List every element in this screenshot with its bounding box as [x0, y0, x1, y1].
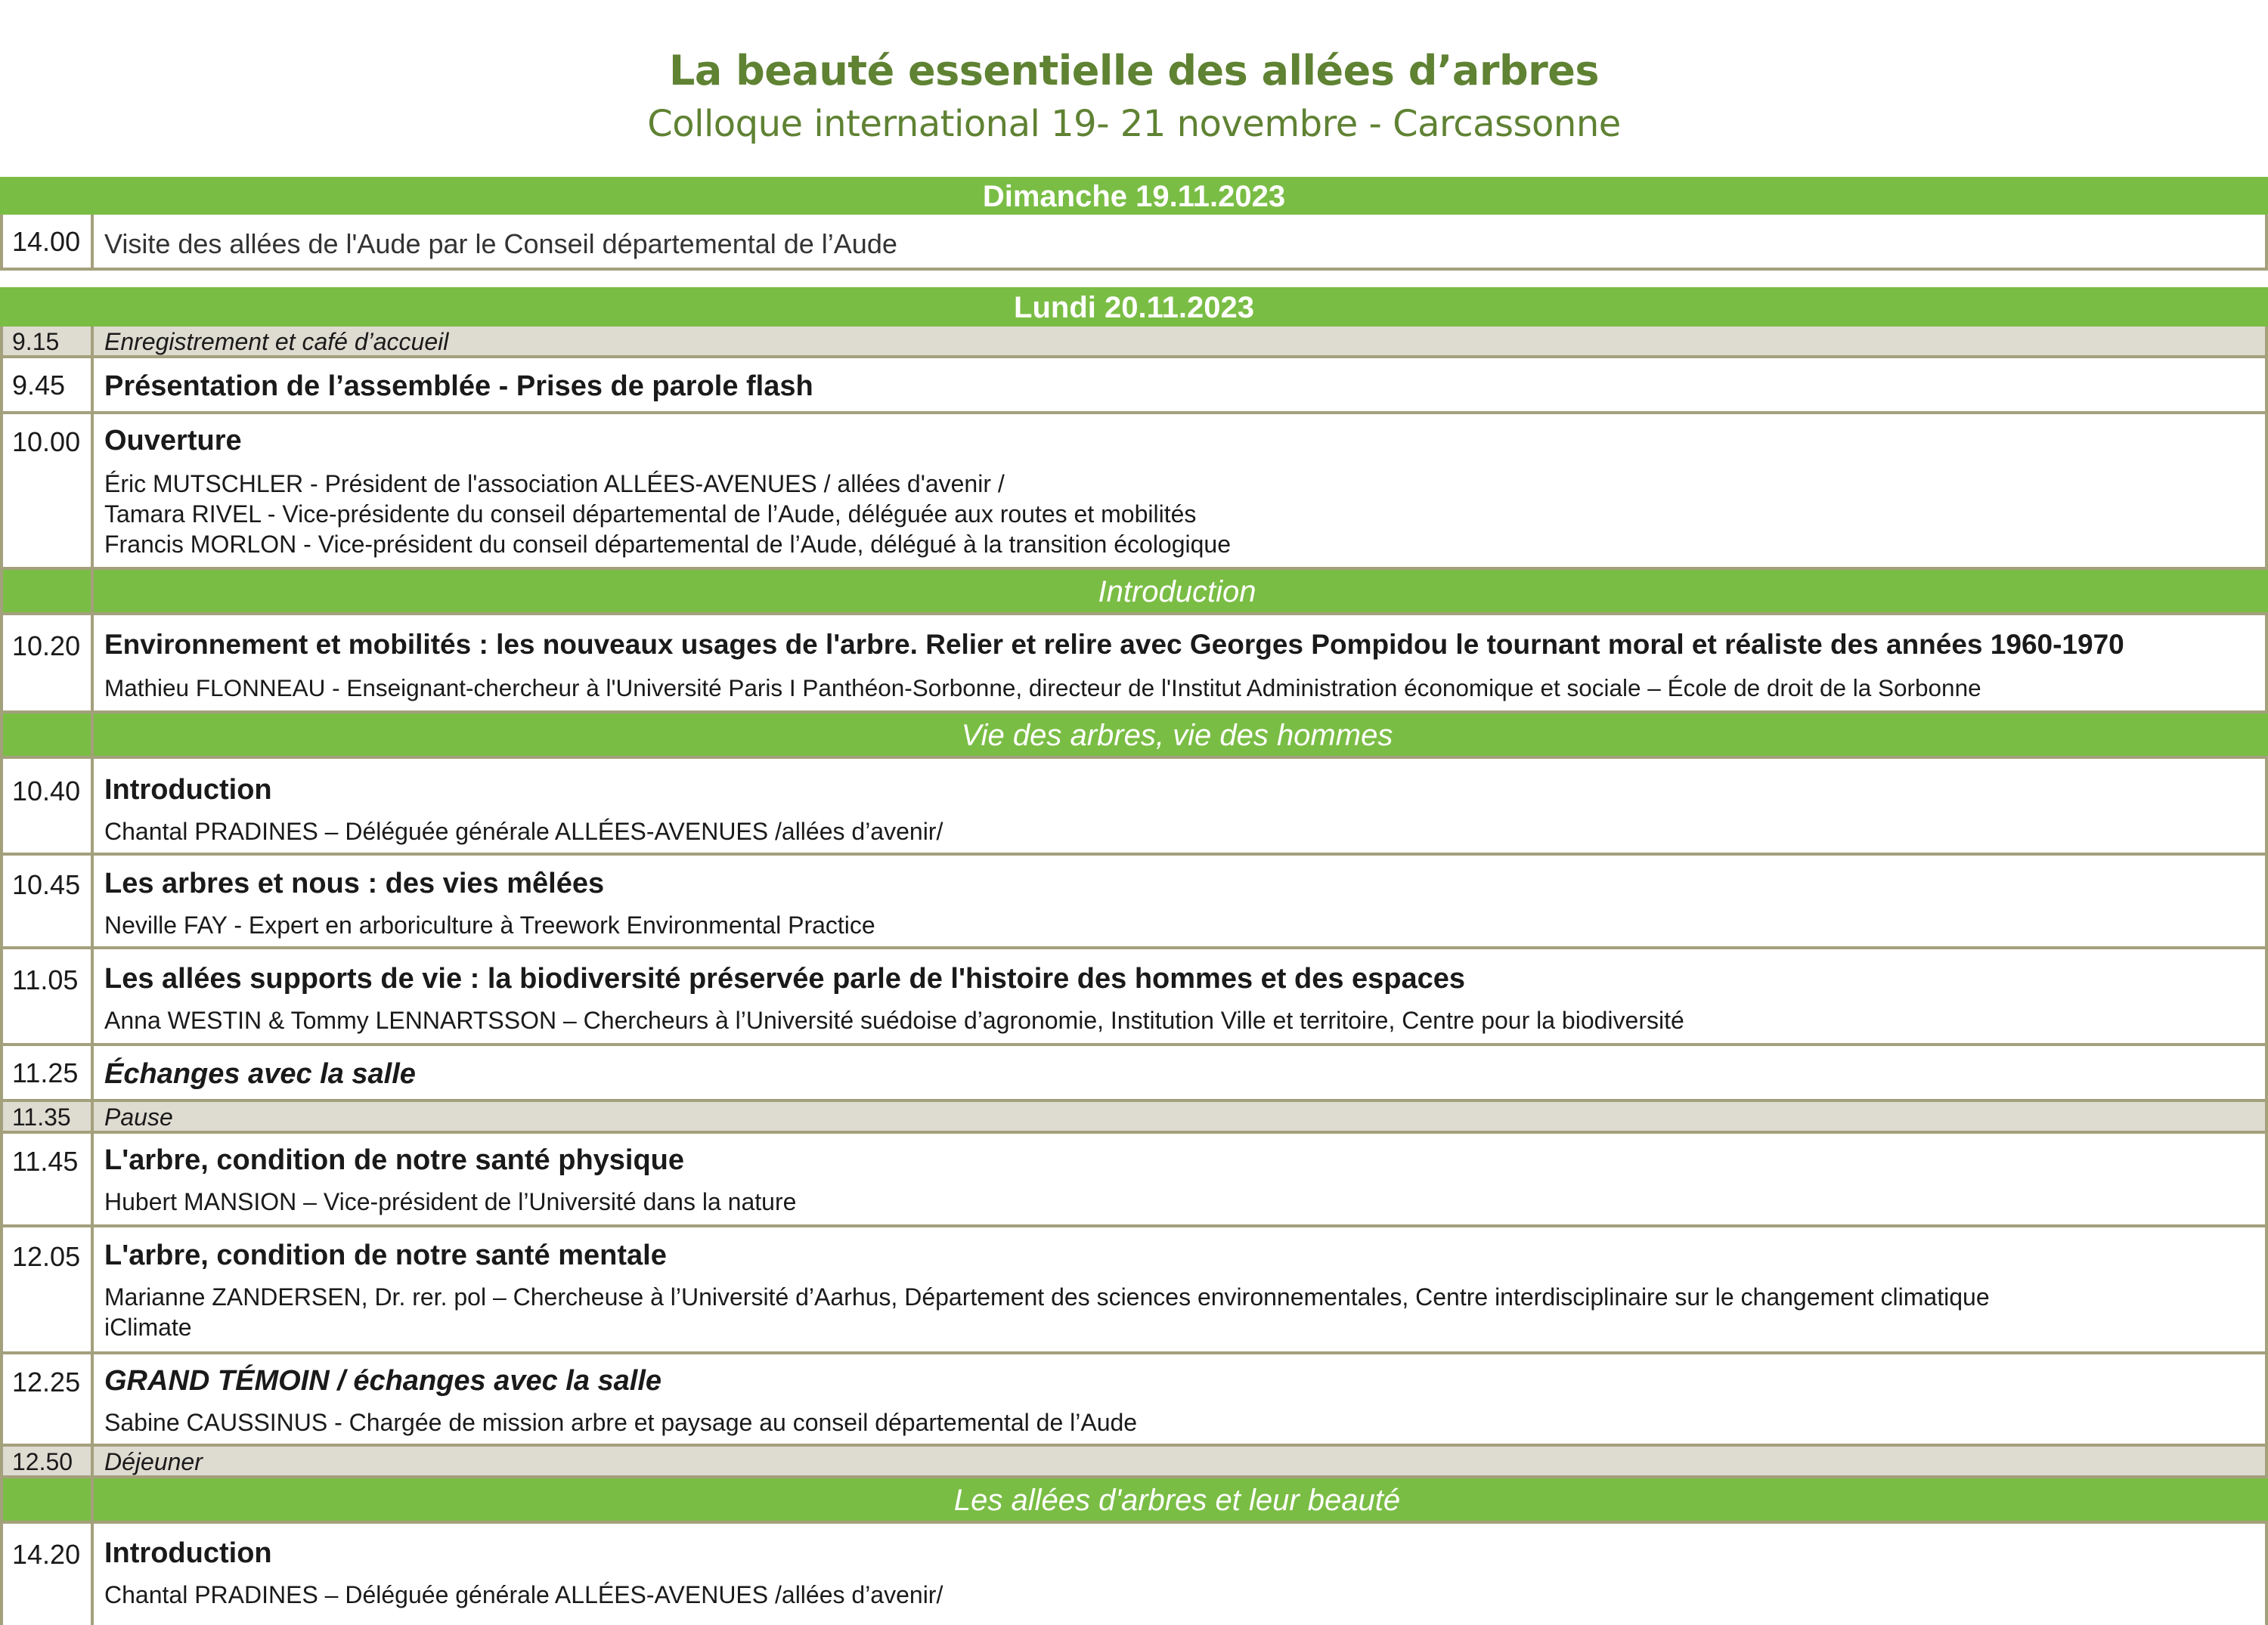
row-content: [94, 414, 2268, 567]
speaker-line: Hubert MANSION – Vice-président de l’Université dans la nature: [104, 1188, 797, 1215]
section-title: Introduction: [1098, 575, 1256, 608]
schedule-row-break: [0, 327, 2268, 358]
row-title: Les arbres et nous : des vies mêlées: [104, 868, 605, 899]
section-title: Les allées d'arbres et leur beauté: [953, 1484, 1401, 1517]
row-title: GRAND TÉMOIN / échanges avec la salle: [104, 1365, 662, 1397]
schedule-row: [0, 615, 2268, 713]
row-content: [94, 1046, 2268, 1099]
row-title: Échanges avec la salle: [104, 1058, 416, 1090]
row-time: 11.45: [0, 1134, 94, 1224]
row-title: Déjeuner: [104, 1448, 203, 1475]
row-title: Introduction: [104, 1537, 272, 1569]
row-content: [94, 215, 2268, 268]
schedule-row: [0, 414, 2268, 570]
day-label: Dimanche 19.11.2023: [982, 180, 1286, 213]
section-title: Vie des arbres, vie des hommes: [961, 719, 1393, 752]
speaker-line: Chantal PRADINES – Déléguée générale ALLÉES-AVENUES /allées d’avenir/: [104, 818, 943, 845]
schedule-row-break: [0, 1447, 2268, 1478]
row-time: 12.25: [0, 1354, 94, 1444]
schedule-row: [0, 1354, 2268, 1447]
day-label: Lundi 20.11.2023: [1014, 291, 1254, 324]
speaker-line: Marianne ZANDERSEN, Dr. rer. pol – Chercheuse à l’Université d’Aarhus, Département des sciences environnementales, Centre interdisciplinaire sur le changement climatique: [104, 1283, 1990, 1311]
program-subtitle: Colloque international 19- 21 novembre - Carcassonne: [647, 103, 1621, 145]
row-content: [94, 358, 2268, 411]
program-title: La beauté essentielle des allées d’arbres: [668, 47, 1600, 94]
row-time: 9.15: [0, 327, 94, 355]
section-time-cell: [0, 1478, 94, 1521]
row-content: [94, 856, 2268, 946]
schedule-row: [0, 949, 2268, 1046]
speaker-line: Éric MUTSCHLER - Président de l'association ALLÉES-AVENUES / allées d'avenir /: [104, 470, 1005, 497]
schedule-row: [0, 1524, 2268, 1625]
row-content: [94, 1354, 2268, 1444]
section-band: [0, 570, 2268, 615]
schedule-row: [0, 856, 2268, 949]
speaker-line: Chantal PRADINES – Déléguée générale ALLÉES-AVENUES /allées d’avenir/: [104, 1581, 943, 1608]
row-title: Environnement et mobilités : les nouveaux usages de l'arbre. Relier et relire avec Georges Pompidou le tournant moral et réaliste des années 1960-1970: [104, 629, 2124, 660]
speaker-line: Anna WESTIN & Tommy LENNARTSSON – Chercheurs à l’Université suédoise d’agronomie, Institution Ville et territoire, Centre pour la biodiversité: [104, 1007, 1684, 1034]
row-content: [94, 1447, 2268, 1475]
row-title: L'arbre, condition de notre santé mentale: [104, 1240, 667, 1271]
row-content: [94, 615, 2268, 710]
row-time: 10.00: [0, 414, 94, 567]
row-content: [94, 1134, 2268, 1224]
row-content: [94, 1227, 2268, 1351]
speaker-line: Sabine CAUSSINUS - Chargée de mission arbre et paysage au conseil départemental de l’Aude: [104, 1409, 1138, 1436]
row-text: Visite des allées de l'Aude par le Conseil départemental de l’Aude: [104, 228, 897, 259]
row-time: 10.40: [0, 759, 94, 853]
section-time-cell: [0, 570, 94, 612]
row-title: Les allées supports de vie : la biodiversité préservée parle de l'histoire des hommes et des espaces: [104, 963, 1466, 995]
row-time: 14.00: [0, 215, 94, 268]
speaker-line: Francis MORLON - Vice-président du conseil départemental de l’Aude, délégué à la transition écologique: [104, 531, 1232, 558]
row-time: 12.05: [0, 1227, 94, 1351]
row-time: 11.35: [0, 1102, 94, 1131]
schedule-row: [0, 759, 2268, 856]
row-time: 10.20: [0, 615, 94, 710]
speaker-line: Mathieu FLONNEAU - Enseignant-chercheur à l'Université Paris I Panthéon-Sorbonne, directeur de l'Institut Administration économique et sociale – École de droit de la Sorbonne: [104, 674, 1981, 701]
row-time: 11.25: [0, 1046, 94, 1099]
schedule-row-break: [0, 1102, 2268, 1134]
schedule-row: [0, 215, 2268, 271]
row-title: Présentation de l’assemblée - Prises de parole flash: [104, 370, 813, 402]
row-content: [94, 949, 2268, 1043]
row-time: 9.45: [0, 358, 94, 411]
row-content: [94, 1102, 2268, 1131]
row-content: [94, 327, 2268, 355]
row-title: Enregistrement et café d’accueil: [104, 328, 449, 355]
row-title: Ouverture: [104, 425, 242, 457]
schedule-row: [0, 1134, 2268, 1227]
day-header-monday: [0, 287, 2268, 327]
speaker-line: Neville FAY - Expert en arboriculture à Treework Environmental Practice: [104, 912, 875, 939]
row-time: 11.05: [0, 949, 94, 1043]
row-title: L'arbre, condition de notre santé physique: [104, 1144, 685, 1176]
schedule-row: [0, 1227, 2268, 1354]
row-content: [94, 759, 2268, 853]
row-time: 12.50: [0, 1447, 94, 1475]
schedule-row: [0, 1046, 2268, 1102]
section-band: [0, 713, 2268, 759]
row-title: Introduction: [104, 774, 272, 806]
row-time: 10.45: [0, 856, 94, 946]
day-header-sunday: [0, 177, 2268, 215]
section-band: [0, 1478, 2268, 1524]
speaker-line: iClimate: [104, 1314, 192, 1341]
schedule-row: [0, 358, 2268, 414]
row-content: [94, 1524, 2268, 1625]
row-time: 14.20: [0, 1524, 94, 1625]
speaker-line: Tamara RIVEL - Vice-présidente du conseil départemental de l’Aude, déléguée aux routes et mobilités: [104, 500, 1197, 528]
row-title: Pause: [104, 1103, 173, 1131]
section-time-cell: [0, 713, 94, 756]
